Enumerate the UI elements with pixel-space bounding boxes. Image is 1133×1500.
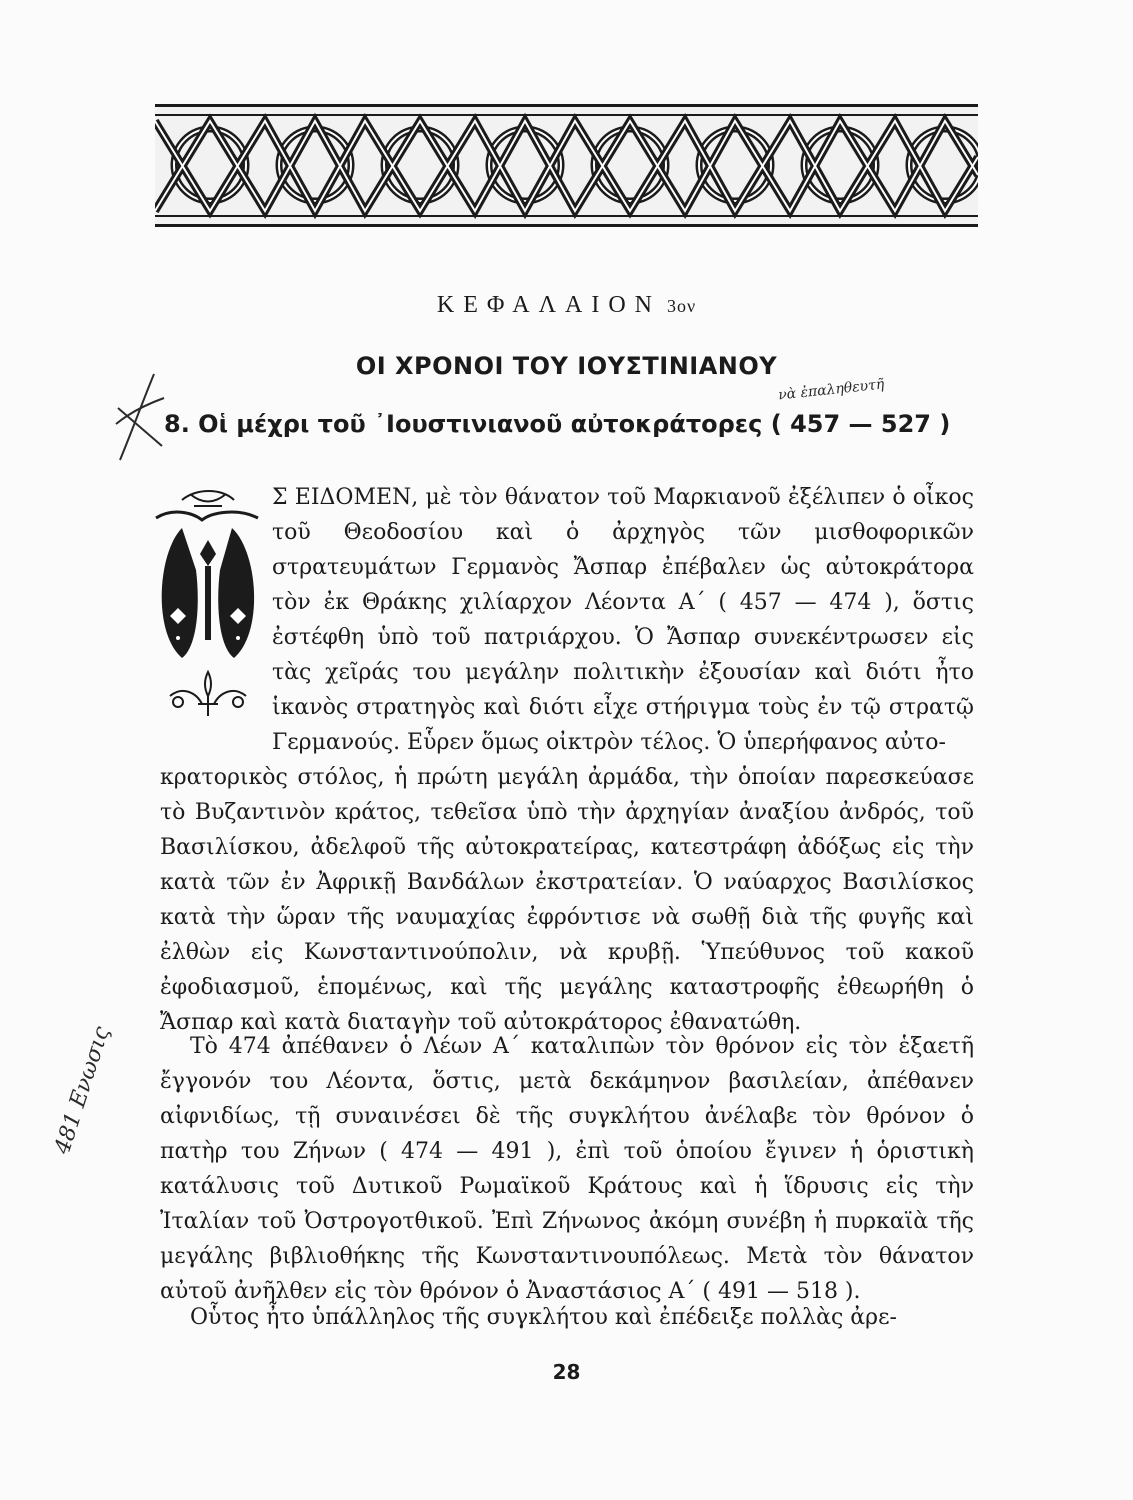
section-heading: 8. Οἱ μέχρι τοῦ ᾿Ιουστινιανοῦ αὐτοκράτορες ( 457 — 527 ) <box>164 410 951 438</box>
paragraph-1-wrapped: Σ ΕΙΔΟΜΕΝ, μὲ τὸν θάνατον τοῦ Μαρκιανοῦ ἐξέλιπεν ὁ οἶκος τοῦ Θεοδοσίου καὶ ὁ ἀρχηγὸς τῶν μισθοφορικῶν στρατευμάτων Γερμανὸς Ἄσπαρ ἐπέβαλεν ὡς αὐτοκράτορα τὸν ἐκ Θράκης χιλίαρχον Λέοντα Α΄ ( 457 — 474 ), ὅστις ἐστέφθη ὑπὸ τοῦ πατριάρχου. Ὁ Ἄσπαρ συνεκέντρωσεν εἰς τὰς χεῖράς του μεγάλην πολιτικὴν ἐξουσίαν καὶ διότι ἦτο ἱκανὸς στρατηγὸς καὶ διότι εἶχε στήριγμα τοὺς ἐν τῷ στρατῷ Γερμανούς. Εὗρεν ὅμως οἰκτρὸν τέλος. Ὁ ὑπερήφανος αὐτο- <box>272 485 974 755</box>
handwritten-note-top: νὰ ἐπαληθευτῆ <box>777 376 885 404</box>
handwritten-cross-mark-icon <box>110 368 170 464</box>
page-number: 28 <box>552 1360 581 1384</box>
ornamental-border-band <box>155 104 978 227</box>
handwritten-note-side: 481 Ενωσις <box>50 1023 115 1158</box>
paragraph-2: Τὸ 474 ἀπέθανεν ὁ Λέων Α΄ καταλιπὼν τὸν θρόνον εἰς τὸν ἑξαετῆ ἔγγονόν του Λέοντα, ὅστις, μετὰ δεκάμηνον βασιλείαν, ἀπέθανεν αἰφνιδίως, τῇ συναινέσει δὲ τῆς συγκλήτου ἀνέλαβε τὸν θρόνον ὁ πατὴρ του Ζήνων ( 474 — 491 ), ἐπὶ τοῦ ὁποίου ἔγινεν ἡ ὁριστικὴ κατάλυσις τοῦ Δυτικοῦ Ρωμαϊκοῦ Κράτους καὶ ἡ ἵδρυσις εἰς τὴν Ἰταλίαν τοῦ Ὀστρογοτθικοῦ. Ἐπὶ Ζήνωνος ἀκόμη συνέβη ἡ πυρκαϊὰ τῆς μεγάλης βιβλιοθήκης τῆς Κωνσταντινουπόλεως. Μετὰ τὸν θάνατον αὐτοῦ ἀνῆλθεν εἰς τὸν θρόνον ὁ Ἀναστάσιος Α΄ ( 491 — 518 ). <box>160 1034 974 1304</box>
main-title: ΟΙ ΧΡΟΝΟΙ ΤΟΥ ΙΟΥΣΤΙΝΙΑΝΟΥ <box>355 352 778 380</box>
chapter-heading <box>0 292 1133 319</box>
ornamental-initial-a-icon <box>152 482 264 722</box>
chapter-label: ΚΕΦΑΛΑΙΟΝ <box>436 292 661 318</box>
paragraph-3: Οὗτος ἦτο ὑπάλληλος τῆς συγκλήτου καὶ ἐπέδειξε πολλὰς ἀρε- <box>190 1305 897 1330</box>
interlace-ornament-icon <box>155 107 978 224</box>
paragraph-1-continued: κρατορικὸς στόλος, ἡ πρώτη μεγάλη ἀρμάδα, τὴν ὁποίαν παρεσκεύασε τὸ Βυζαντινὸν κράτος, τεθεῖσα ὑπὸ τὴν ἀρχηγίαν ἀναξίου ἀνδρός, τοῦ Βασιλίσκου, ἀδελφοῦ τῆς αὐτοκρατείρας, κατεστράφη ἀδόξως εἰς τὴν κατὰ τῶν ἐν Ἀφρικῇ Βανδάλων ἐκστρατείαν. Ὁ ναύαρχος Βασιλίσκος κατὰ τὴν ὥραν τῆς ναυμαχίας ἐφρόντισε νὰ σωθῇ διὰ τῆς φυγῆς καὶ ἐλθὼν εἰς Κωνσταντινούπολιν, νὰ κρυβῇ. Ὑπεύθυνος τοῦ κακοῦ ἐφοδιασμοῦ, ἑπομένως, καὶ τῆς μεγάλης καταστροφῆς ἐθεωρήθη ὁ Ἄσπαρ καὶ κατὰ διαταγὴν τοῦ αὐτοκράτορος ἐθανατώθη. <box>160 765 974 1035</box>
chapter-ordinal: 3ον <box>666 296 697 316</box>
